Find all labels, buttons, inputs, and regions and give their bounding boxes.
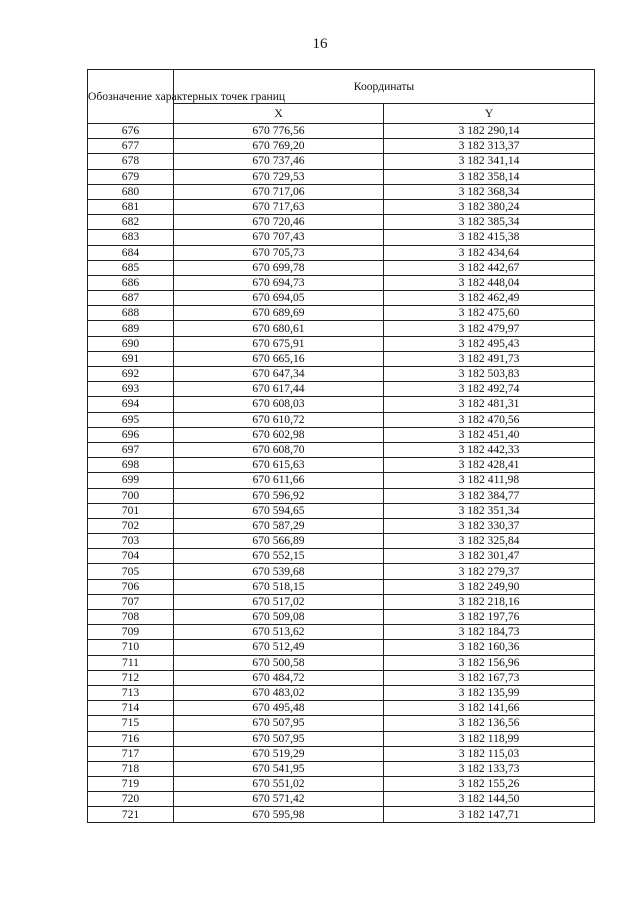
point-number-cell: 705 — [88, 564, 174, 579]
y-coordinate-cell: 3 182 495,43 — [384, 336, 595, 351]
y-coordinate-cell: 3 182 135,99 — [384, 685, 595, 700]
x-coordinate-cell: 670 694,73 — [174, 275, 384, 290]
x-coordinate-cell: 670 495,48 — [174, 701, 384, 716]
x-coordinate-cell: 670 769,20 — [174, 139, 384, 154]
table-row — [88, 594, 595, 609]
x-coordinate-cell: 670 500,58 — [174, 655, 384, 670]
y-coordinate-cell: 3 182 144,50 — [384, 792, 595, 807]
point-number-cell: 683 — [88, 230, 174, 245]
y-coordinate-cell: 3 182 448,04 — [384, 275, 595, 290]
table-body — [88, 124, 595, 823]
table-row — [88, 473, 595, 488]
table-row — [88, 124, 595, 139]
y-coordinate-cell: 3 182 156,96 — [384, 655, 595, 670]
x-coordinate-cell: 670 594,65 — [174, 503, 384, 518]
point-number-cell: 678 — [88, 154, 174, 169]
y-coordinate-cell: 3 182 442,33 — [384, 442, 595, 457]
point-number-cell: 715 — [88, 716, 174, 731]
table-row — [88, 807, 595, 822]
y-coordinate-cell: 3 182 197,76 — [384, 610, 595, 625]
y-coordinate-cell: 3 182 368,34 — [384, 184, 595, 199]
point-number-cell: 700 — [88, 488, 174, 503]
x-header: X — [174, 103, 384, 123]
table-row — [88, 397, 595, 412]
x-coordinate-cell: 670 680,61 — [174, 321, 384, 336]
table-row — [88, 655, 595, 670]
x-coordinate-cell: 670 517,02 — [174, 594, 384, 609]
table-row — [88, 275, 595, 290]
table-row — [88, 351, 595, 366]
point-number-cell: 679 — [88, 169, 174, 184]
point-number-cell: 710 — [88, 640, 174, 655]
x-coordinate-cell: 670 699,78 — [174, 260, 384, 275]
y-coordinate-cell: 3 182 358,14 — [384, 169, 595, 184]
table-row — [88, 458, 595, 473]
table-row — [88, 716, 595, 731]
x-coordinate-cell: 670 507,95 — [174, 716, 384, 731]
table-row — [88, 777, 595, 792]
point-number-cell: 689 — [88, 321, 174, 336]
x-coordinate-cell: 670 717,63 — [174, 199, 384, 214]
point-number-cell: 676 — [88, 124, 174, 139]
point-number-cell: 708 — [88, 610, 174, 625]
y-coordinate-cell: 3 182 167,73 — [384, 670, 595, 685]
point-number-cell: 707 — [88, 594, 174, 609]
table-row — [88, 792, 595, 807]
table-row — [88, 230, 595, 245]
table-row — [88, 488, 595, 503]
table-row — [88, 442, 595, 457]
point-number-cell: 713 — [88, 685, 174, 700]
y-coordinate-cell: 3 182 492,74 — [384, 382, 595, 397]
point-number-cell: 684 — [88, 245, 174, 260]
table-row — [88, 154, 595, 169]
table-row — [88, 336, 595, 351]
point-number-cell: 718 — [88, 761, 174, 776]
x-coordinate-cell: 670 776,56 — [174, 124, 384, 139]
x-coordinate-cell: 670 587,29 — [174, 518, 384, 533]
x-coordinate-cell: 670 707,43 — [174, 230, 384, 245]
x-coordinate-cell: 670 675,91 — [174, 336, 384, 351]
table-row — [88, 245, 595, 260]
table-row — [88, 291, 595, 306]
x-coordinate-cell: 670 720,46 — [174, 215, 384, 230]
y-coordinate-cell: 3 182 136,56 — [384, 716, 595, 731]
x-coordinate-cell: 670 541,95 — [174, 761, 384, 776]
y-coordinate-cell: 3 182 184,73 — [384, 625, 595, 640]
table-row — [88, 199, 595, 214]
x-coordinate-cell: 670 665,16 — [174, 351, 384, 366]
point-number-cell: 682 — [88, 215, 174, 230]
y-coordinate-cell: 3 182 118,99 — [384, 731, 595, 746]
x-coordinate-cell: 670 647,34 — [174, 367, 384, 382]
y-coordinate-cell: 3 182 141,66 — [384, 701, 595, 716]
x-coordinate-cell: 670 689,69 — [174, 306, 384, 321]
point-number-cell: 677 — [88, 139, 174, 154]
y-coordinate-cell: 3 182 451,40 — [384, 427, 595, 442]
x-coordinate-cell: 670 595,98 — [174, 807, 384, 822]
table-row — [88, 625, 595, 640]
y-coordinate-cell: 3 182 384,77 — [384, 488, 595, 503]
coordinates-table — [87, 69, 595, 823]
y-coordinate-cell: 3 182 290,14 — [384, 124, 595, 139]
point-number-cell: 697 — [88, 442, 174, 457]
point-number-cell: 681 — [88, 199, 174, 214]
point-number-cell: 680 — [88, 184, 174, 199]
x-coordinate-cell: 670 513,62 — [174, 625, 384, 640]
point-number-cell: 714 — [88, 701, 174, 716]
y-coordinate-cell: 3 182 325,84 — [384, 534, 595, 549]
coordinates-header: Координаты — [174, 70, 595, 104]
point-number-cell: 717 — [88, 746, 174, 761]
x-coordinate-cell: 670 615,63 — [174, 458, 384, 473]
x-coordinate-cell: 670 552,15 — [174, 549, 384, 564]
point-number-cell: 688 — [88, 306, 174, 321]
y-coordinate-cell: 3 182 115,03 — [384, 746, 595, 761]
page-number: 16 — [312, 36, 328, 52]
point-number-cell: 691 — [88, 351, 174, 366]
table-row — [88, 701, 595, 716]
point-number-cell: 696 — [88, 427, 174, 442]
table-row — [88, 685, 595, 700]
x-coordinate-cell: 670 551,02 — [174, 777, 384, 792]
point-number-cell: 692 — [88, 367, 174, 382]
x-coordinate-cell: 670 512,49 — [174, 640, 384, 655]
table-row — [88, 260, 595, 275]
table-row — [88, 534, 595, 549]
table-row — [88, 610, 595, 625]
x-coordinate-cell: 670 596,92 — [174, 488, 384, 503]
x-coordinate-cell: 670 507,95 — [174, 731, 384, 746]
y-coordinate-cell: 3 182 147,71 — [384, 807, 595, 822]
y-coordinate-cell: 3 182 503,83 — [384, 367, 595, 382]
point-number-cell: 694 — [88, 397, 174, 412]
x-coordinate-cell: 670 518,15 — [174, 579, 384, 594]
y-coordinate-cell: 3 182 279,37 — [384, 564, 595, 579]
point-number-cell: 702 — [88, 518, 174, 533]
point-number-cell: 720 — [88, 792, 174, 807]
x-coordinate-cell: 670 602,98 — [174, 427, 384, 442]
table-row — [88, 761, 595, 776]
table-row — [88, 367, 595, 382]
x-coordinate-cell: 670 608,70 — [174, 442, 384, 457]
y-coordinate-cell: 3 182 380,24 — [384, 199, 595, 214]
point-number-cell: 703 — [88, 534, 174, 549]
table-row — [88, 549, 595, 564]
table-row — [88, 731, 595, 746]
x-coordinate-cell: 670 611,66 — [174, 473, 384, 488]
point-number-cell: 711 — [88, 655, 174, 670]
point-number-cell: 721 — [88, 807, 174, 822]
y-coordinate-cell: 3 182 491,73 — [384, 351, 595, 366]
table-row — [88, 746, 595, 761]
y-coordinate-cell: 3 182 160,36 — [384, 640, 595, 655]
y-coordinate-cell: 3 182 428,41 — [384, 458, 595, 473]
point-designation-header: Обозначение характерных точек границ — [88, 70, 174, 124]
x-coordinate-cell: 670 571,42 — [174, 792, 384, 807]
x-coordinate-cell: 670 705,73 — [174, 245, 384, 260]
point-number-cell: 687 — [88, 291, 174, 306]
table-row — [88, 670, 595, 685]
y-coordinate-cell: 3 182 301,47 — [384, 549, 595, 564]
x-coordinate-cell: 670 617,44 — [174, 382, 384, 397]
y-coordinate-cell: 3 182 133,73 — [384, 761, 595, 776]
point-number-cell: 698 — [88, 458, 174, 473]
x-coordinate-cell: 670 608,03 — [174, 397, 384, 412]
table-row — [88, 564, 595, 579]
y-coordinate-cell: 3 182 351,34 — [384, 503, 595, 518]
x-coordinate-cell: 670 519,29 — [174, 746, 384, 761]
table-row — [88, 640, 595, 655]
x-coordinate-cell: 670 483,02 — [174, 685, 384, 700]
point-number-cell: 712 — [88, 670, 174, 685]
y-coordinate-cell: 3 182 313,37 — [384, 139, 595, 154]
table-row — [88, 427, 595, 442]
x-coordinate-cell: 670 484,72 — [174, 670, 384, 685]
y-coordinate-cell: 3 182 442,67 — [384, 260, 595, 275]
point-number-cell: 695 — [88, 412, 174, 427]
y-header: Y — [384, 103, 595, 123]
y-coordinate-cell: 3 182 330,37 — [384, 518, 595, 533]
point-number-cell: 690 — [88, 336, 174, 351]
y-coordinate-cell: 3 182 218,16 — [384, 594, 595, 609]
table-row — [88, 412, 595, 427]
point-number-cell: 701 — [88, 503, 174, 518]
point-number-cell: 719 — [88, 777, 174, 792]
point-number-cell: 693 — [88, 382, 174, 397]
y-coordinate-cell: 3 182 415,38 — [384, 230, 595, 245]
table-row — [88, 306, 595, 321]
x-coordinate-cell: 670 717,06 — [174, 184, 384, 199]
x-coordinate-cell: 670 509,08 — [174, 610, 384, 625]
table-row — [88, 139, 595, 154]
y-coordinate-cell: 3 182 434,64 — [384, 245, 595, 260]
x-coordinate-cell: 670 610,72 — [174, 412, 384, 427]
y-coordinate-cell: 3 182 479,97 — [384, 321, 595, 336]
y-coordinate-cell: 3 182 475,60 — [384, 306, 595, 321]
y-coordinate-cell: 3 182 481,31 — [384, 397, 595, 412]
y-coordinate-cell: 3 182 385,34 — [384, 215, 595, 230]
y-coordinate-cell: 3 182 155,26 — [384, 777, 595, 792]
y-coordinate-cell: 3 182 341,14 — [384, 154, 595, 169]
point-number-cell: 704 — [88, 549, 174, 564]
x-coordinate-cell: 670 737,46 — [174, 154, 384, 169]
x-coordinate-cell: 670 729,53 — [174, 169, 384, 184]
point-number-cell: 686 — [88, 275, 174, 290]
point-number-cell: 685 — [88, 260, 174, 275]
y-coordinate-cell: 3 182 411,98 — [384, 473, 595, 488]
y-coordinate-cell: 3 182 470,56 — [384, 412, 595, 427]
table-row — [88, 518, 595, 533]
table-row — [88, 503, 595, 518]
point-number-cell: 709 — [88, 625, 174, 640]
x-coordinate-cell: 670 566,89 — [174, 534, 384, 549]
table-row — [88, 321, 595, 336]
table-row — [88, 169, 595, 184]
y-coordinate-cell: 3 182 462,49 — [384, 291, 595, 306]
y-coordinate-cell: 3 182 249,90 — [384, 579, 595, 594]
table-row — [88, 215, 595, 230]
x-coordinate-cell: 670 694,05 — [174, 291, 384, 306]
point-number-cell: 716 — [88, 731, 174, 746]
table-row — [88, 579, 595, 594]
point-number-cell: 706 — [88, 579, 174, 594]
table-row — [88, 184, 595, 199]
point-number-cell: 699 — [88, 473, 174, 488]
x-coordinate-cell: 670 539,68 — [174, 564, 384, 579]
table-row — [88, 382, 595, 397]
